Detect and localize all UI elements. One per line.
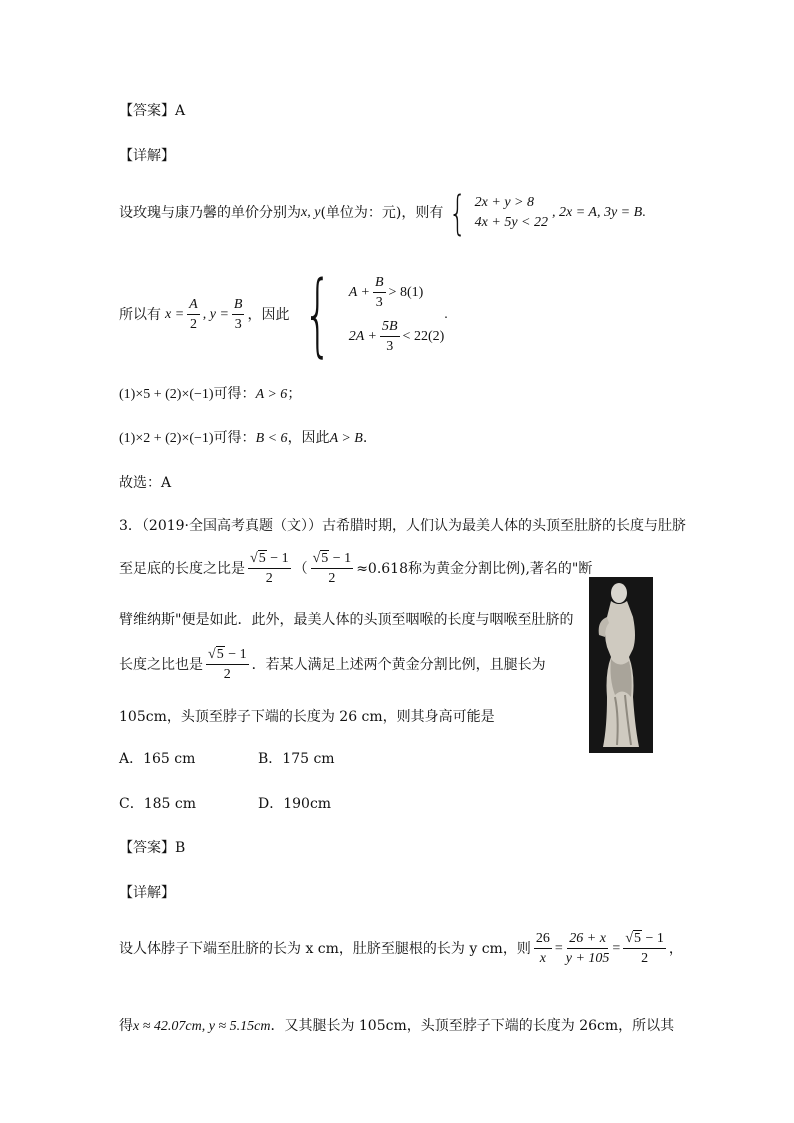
- question-3-line-5: 105cm，头顶至脖子下端的长度为 26 cm，则其身高可能是: [119, 709, 495, 725]
- text: 至足底的长度之比是: [119, 561, 245, 577]
- sqrt-icon: √5: [625, 931, 642, 946]
- period: .: [642, 205, 646, 220]
- system-row: 2x + y > 8: [474, 195, 534, 210]
- detail-label-1: 【详解】: [119, 148, 175, 164]
- result: A > B: [329, 431, 363, 446]
- answer-line-2: [119, 841, 185, 855]
- option-b[interactable]: B．175 cm: [258, 751, 335, 767]
- radicand: 5: [634, 931, 642, 946]
- text: ，因此: [247, 307, 290, 323]
- term: − 1: [224, 647, 247, 662]
- expr: (1)×5 + (2)×(−1): [119, 387, 214, 402]
- text: (单位为：元)，则有: [320, 205, 444, 221]
- question-3-line-2: [119, 552, 592, 586]
- option-a[interactable]: A．165 cm: [119, 751, 196, 767]
- equals: =: [612, 941, 621, 956]
- solution-line-6: [119, 932, 683, 966]
- math-vars: x, y: [301, 205, 321, 220]
- brace-icon: {: [449, 186, 467, 240]
- numerator: 26 + x: [567, 932, 608, 949]
- text: ，: [668, 941, 683, 957]
- numerator: [248, 552, 291, 569]
- answer-value: B: [175, 840, 186, 856]
- denominator: 2: [641, 951, 649, 966]
- numerator: [311, 552, 354, 569]
- denominator: y + 105: [565, 951, 610, 966]
- numerator: B: [373, 276, 386, 293]
- numerator: 5B: [380, 320, 400, 337]
- text: 所以有: [119, 307, 161, 323]
- denominator: 2: [265, 571, 273, 586]
- sqrt-icon: √5: [208, 647, 224, 662]
- statue-icon: [589, 577, 653, 753]
- term: − 1: [329, 551, 352, 566]
- solution-line-4: [119, 431, 367, 446]
- fraction: [187, 298, 200, 332]
- denominator: 2: [223, 667, 231, 682]
- term: > 8(1): [388, 285, 424, 300]
- solution-line-3: [119, 387, 301, 402]
- answer-label: 【答案】: [119, 103, 175, 119]
- solution-line-2: [119, 262, 448, 367]
- text: 设人体脖子下端至肚脐的长为 x cm，肚脐至腿根的长为 y cm，则: [119, 941, 531, 957]
- sqrt-icon: √5: [250, 551, 266, 566]
- denominator: x: [539, 951, 546, 966]
- text: 设玫瑰与康乃馨的单价分别为: [119, 205, 301, 221]
- inequality-system-1: [443, 186, 548, 240]
- result: B < 6: [255, 431, 288, 446]
- text: 长度之比也是: [119, 657, 203, 673]
- text: ，因此: [287, 430, 330, 446]
- detail-label-2: 【详解】: [119, 885, 175, 901]
- question-3-line-1: 3．（2019·全国高考真题（文））古希腊时期，人们认为最美人体的头顶至肚脐的长度与肚脐: [119, 518, 686, 534]
- system-row: [349, 276, 445, 310]
- numerator: B: [232, 298, 245, 315]
- denominator: 2: [328, 571, 336, 586]
- fraction: [566, 932, 610, 966]
- fraction: [232, 298, 245, 332]
- golden-ratio-fraction: [311, 552, 354, 586]
- term: − 1: [642, 931, 664, 946]
- numerator: [623, 932, 666, 949]
- text: ．若某人满足上述两个黄金分割比例，且腿长为: [251, 657, 546, 673]
- text: 可得：: [213, 386, 256, 402]
- answer-label: 【答案】: [119, 840, 175, 856]
- option-d[interactable]: D．190cm: [258, 796, 332, 812]
- golden-ratio-fraction: [206, 648, 249, 682]
- result: A > 6: [255, 387, 288, 402]
- math-x: x =: [165, 307, 185, 322]
- radicand: 5: [216, 647, 224, 662]
- fraction: [534, 932, 552, 966]
- denominator: 2: [189, 317, 197, 332]
- denominator: 3: [386, 339, 394, 354]
- fraction: [380, 320, 400, 354]
- choose-line: 故选：A: [119, 475, 172, 491]
- denominator: 3: [375, 295, 383, 310]
- venus-statue-image: [589, 577, 653, 753]
- fraction: [373, 276, 386, 310]
- question-3-line-4: [119, 648, 546, 682]
- golden-ratio-fraction: [623, 932, 666, 966]
- numerator: 26: [534, 932, 552, 949]
- sqrt-icon: √5: [312, 551, 329, 566]
- option-c[interactable]: C．185 cm: [119, 796, 196, 812]
- solution-line-1: [119, 186, 646, 240]
- text: ≈0.618称为黄金分割比例),著名的"断: [356, 561, 593, 577]
- text: （: [293, 561, 308, 577]
- text: ．又其腿长为 105cm，头顶至脖子下端的长度为 26cm，所以其: [270, 1018, 675, 1034]
- inequality-system-2: [289, 262, 445, 367]
- text: ；: [287, 386, 302, 402]
- solution-line-7: [119, 1019, 674, 1034]
- answer-value: A: [175, 103, 186, 119]
- answer-line-1: [119, 104, 185, 118]
- golden-ratio-fraction: [248, 552, 291, 586]
- system-row: [349, 320, 445, 354]
- period: .: [444, 307, 448, 322]
- expr: (1)×2 + (2)×(−1): [119, 431, 214, 446]
- math-tail: , 2x = A, 3y = B: [551, 205, 643, 220]
- result: x ≈ 42.07cm, y ≈ 5.15cm: [133, 1019, 271, 1034]
- term: < 22(2): [402, 329, 445, 344]
- numerator: A: [187, 298, 200, 315]
- question-3-line-3: 臂维纳斯"便是如此．此外，最美人体的头顶至咽喉的长度与咽喉至肚脐的: [119, 612, 574, 628]
- term: 2A +: [348, 329, 377, 344]
- system-row: 4x + 5y < 22: [474, 215, 548, 230]
- term: A +: [348, 285, 370, 300]
- text: 得: [119, 1018, 133, 1034]
- denominator: 3: [234, 317, 242, 332]
- radicand: 5: [321, 551, 329, 566]
- text: .: [362, 430, 368, 446]
- term: − 1: [266, 551, 289, 566]
- equals: =: [554, 941, 563, 956]
- text: 可得：: [213, 430, 256, 446]
- numerator: [206, 648, 249, 665]
- brace-icon: {: [303, 262, 333, 367]
- math-y: , y =: [202, 307, 229, 322]
- radicand: 5: [258, 551, 266, 566]
